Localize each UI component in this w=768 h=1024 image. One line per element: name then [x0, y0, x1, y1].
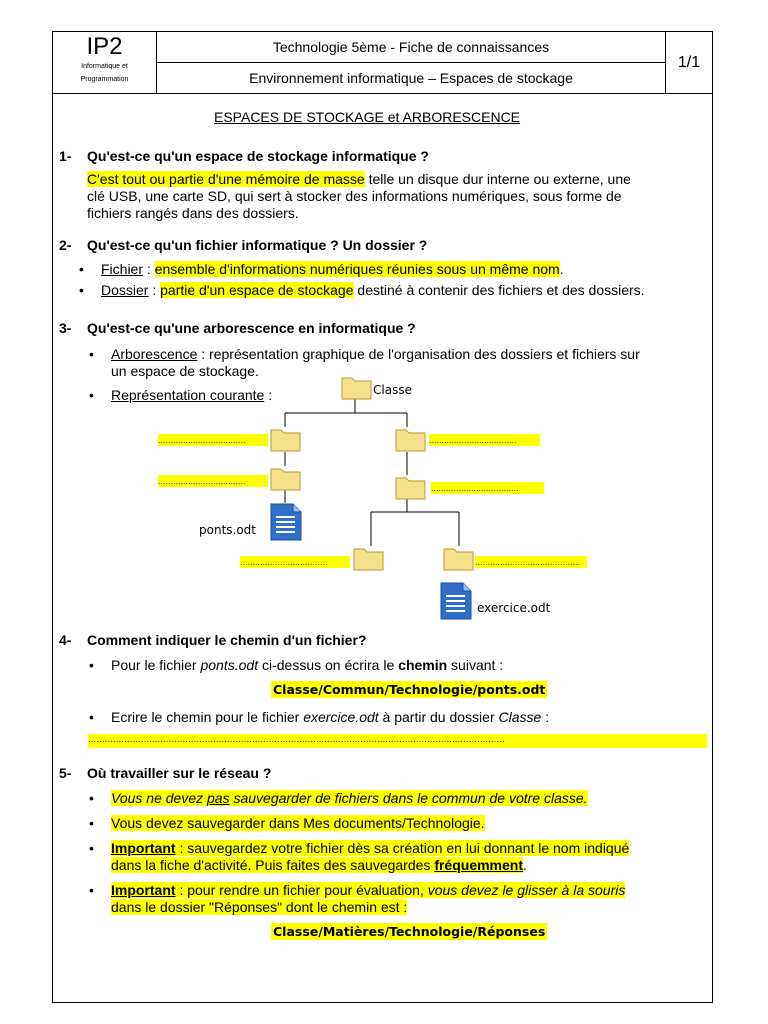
folder-icon-right-2 — [395, 474, 427, 505]
q4-bullet-exercice — [111, 709, 549, 726]
path-reponses — [271, 923, 547, 941]
def-dossier: partie d'un espace de stockage — [160, 282, 354, 298]
folder-icon-sub-right — [443, 545, 475, 576]
text: Vous ne devez — [111, 790, 207, 806]
sep: : — [148, 282, 161, 298]
filename-ponts: ponts.odt — [200, 657, 259, 673]
end: . — [559, 261, 564, 277]
header-line-2: Environnement informatique – Espaces de stockage — [157, 63, 666, 94]
word-frequemment: fréquemment — [434, 857, 523, 873]
document-icon-exercice — [439, 582, 473, 625]
colon: : — [264, 387, 273, 403]
text: : sauvegardez votre fichier dès sa création en lui donnant le nom indiqué — [175, 840, 630, 856]
q1-question: Qu'est-ce qu'un espace de stockage informatique ? — [87, 148, 429, 164]
q5-bullet-3 — [111, 840, 711, 874]
text: : pour rendre un fichier pour évaluation, — [175, 882, 428, 898]
blank-right-2[interactable]: ................................... — [431, 482, 544, 494]
text-italic: vous devez le glisser à la souris — [427, 882, 626, 898]
q3-number: 3- — [59, 320, 72, 336]
text: sauvegarder de fichiers dans le commun de votre classe. — [229, 790, 588, 806]
def-dossier-rest: destiné à contenir des fichiers et des dossiers. — [353, 282, 645, 298]
root-label: Classe — [373, 383, 412, 397]
def-arborescence: : représentation graphique de l'organisation des dossiers et fichiers sur — [197, 346, 640, 362]
q1-answer-highlight: C'est tout ou partie d'une mémoire de masse — [87, 171, 365, 187]
folder-icon-left-1 — [270, 426, 302, 457]
q1-answer-rest: telle un disque dur interne ou externe, une — [364, 171, 631, 187]
term-representation: Représentation courante — [111, 387, 265, 403]
text: à partir du dossier — [378, 709, 499, 725]
folder-icon-left-2 — [270, 465, 302, 496]
word-important: Important — [111, 840, 176, 856]
dir-classe: Classe — [498, 709, 542, 725]
sep: : — [143, 261, 155, 277]
folder-icon-root — [341, 374, 373, 405]
path-ponts-text: Classe/Commun/Technologie/ponts.odt — [273, 682, 546, 697]
q3-question: Qu'est-ce qu'une arborescence en informatique ? — [87, 320, 416, 336]
file-label-ponts: ponts.odt — [199, 523, 256, 537]
word-chemin: chemin — [398, 657, 448, 673]
q1-answer-line2: clé USB, une carte SD, qui sert à stocker des informations numériques, sous forme de — [87, 188, 622, 204]
text: Pour le fichier — [111, 657, 201, 673]
q5-bullet-1 — [111, 790, 588, 807]
tree-lines — [285, 398, 459, 546]
page-title: ESPACES DE STOCKAGE et ARBORESCENCE — [214, 109, 521, 125]
header-line-1: Technologie 5ème - Fiche de connaissances — [157, 32, 666, 63]
q4-bullet-ponts — [111, 657, 503, 674]
q2-number: 2- — [59, 237, 72, 253]
term-arborescence: Arborescence — [111, 346, 198, 362]
blank-sub-right[interactable]: .......................................... — [475, 556, 587, 568]
text: Ecrire le chemin pour le fichier — [111, 709, 304, 725]
q2-question: Qu'est-ce qu'un fichier informatique ? Un dossier ? — [87, 237, 428, 253]
term-fichier: Fichier — [101, 261, 144, 277]
tree-diagram — [53, 32, 712, 632]
q4-number: 4- — [59, 632, 72, 648]
term-dossier: Dossier — [101, 282, 149, 298]
q4-question: Comment indiquer le chemin d'un fichier? — [87, 632, 367, 648]
q1-number: 1- — [59, 148, 72, 164]
document-page — [52, 31, 713, 1003]
q5-number: 5- — [59, 765, 72, 781]
q5-bullet-4 — [111, 882, 711, 916]
logo-subtitle-1: Informatique et — [81, 63, 128, 70]
answer-blank-exercice[interactable]: ...................................................................................................................................................... — [88, 734, 707, 748]
text: dans la fiche d'activité. Puis faites des sauvegardes — [111, 857, 435, 873]
q5-bullet-2 — [111, 815, 485, 832]
q5-question: Où travailler sur le réseau ? — [87, 765, 272, 781]
path-reponses-text: Classe/Matières/Technologie/Réponses — [273, 924, 546, 939]
q1-answer-line3: fichiers rangés dans des dossiers. — [87, 205, 299, 221]
blank-left-1[interactable]: ................................... — [158, 434, 268, 446]
logo-subtitle-2: Programmation — [80, 76, 129, 83]
filename-exercice: exercice.odt — [303, 709, 379, 725]
folder-icon-sub-left — [353, 545, 385, 576]
page-number: 1/1 — [666, 32, 712, 94]
logo-title: IP2 — [86, 33, 123, 60]
document-icon-ponts — [269, 503, 303, 546]
text: . — [523, 857, 527, 873]
blank-sub-left[interactable]: ................................... — [240, 556, 350, 568]
q5-b1-text — [111, 790, 588, 806]
def-arborescence-line2: un espace de stockage. — [111, 363, 259, 379]
text: : — [541, 709, 550, 725]
word-important: Important — [111, 882, 176, 898]
blank-right-1[interactable]: ................................... — [429, 434, 540, 446]
file-label-exercice: exercice.odt — [477, 601, 551, 615]
text: suivant : — [447, 657, 504, 673]
blank-left-2[interactable]: ................................... — [158, 475, 268, 487]
text: ci-dessus on écrira le — [258, 657, 399, 673]
q5-b2-text: Vous devez sauvegarder dans Mes documents/Technologie. — [111, 815, 485, 831]
folder-icon-right-1 — [395, 426, 427, 457]
word-pas: pas — [207, 790, 230, 806]
path-ponts — [271, 681, 547, 699]
def-fichier: ensemble d'informations numériques réunies sous un même nom — [154, 261, 560, 277]
text: dans le dossier "Réponses" dont le chemin est : — [111, 899, 408, 915]
